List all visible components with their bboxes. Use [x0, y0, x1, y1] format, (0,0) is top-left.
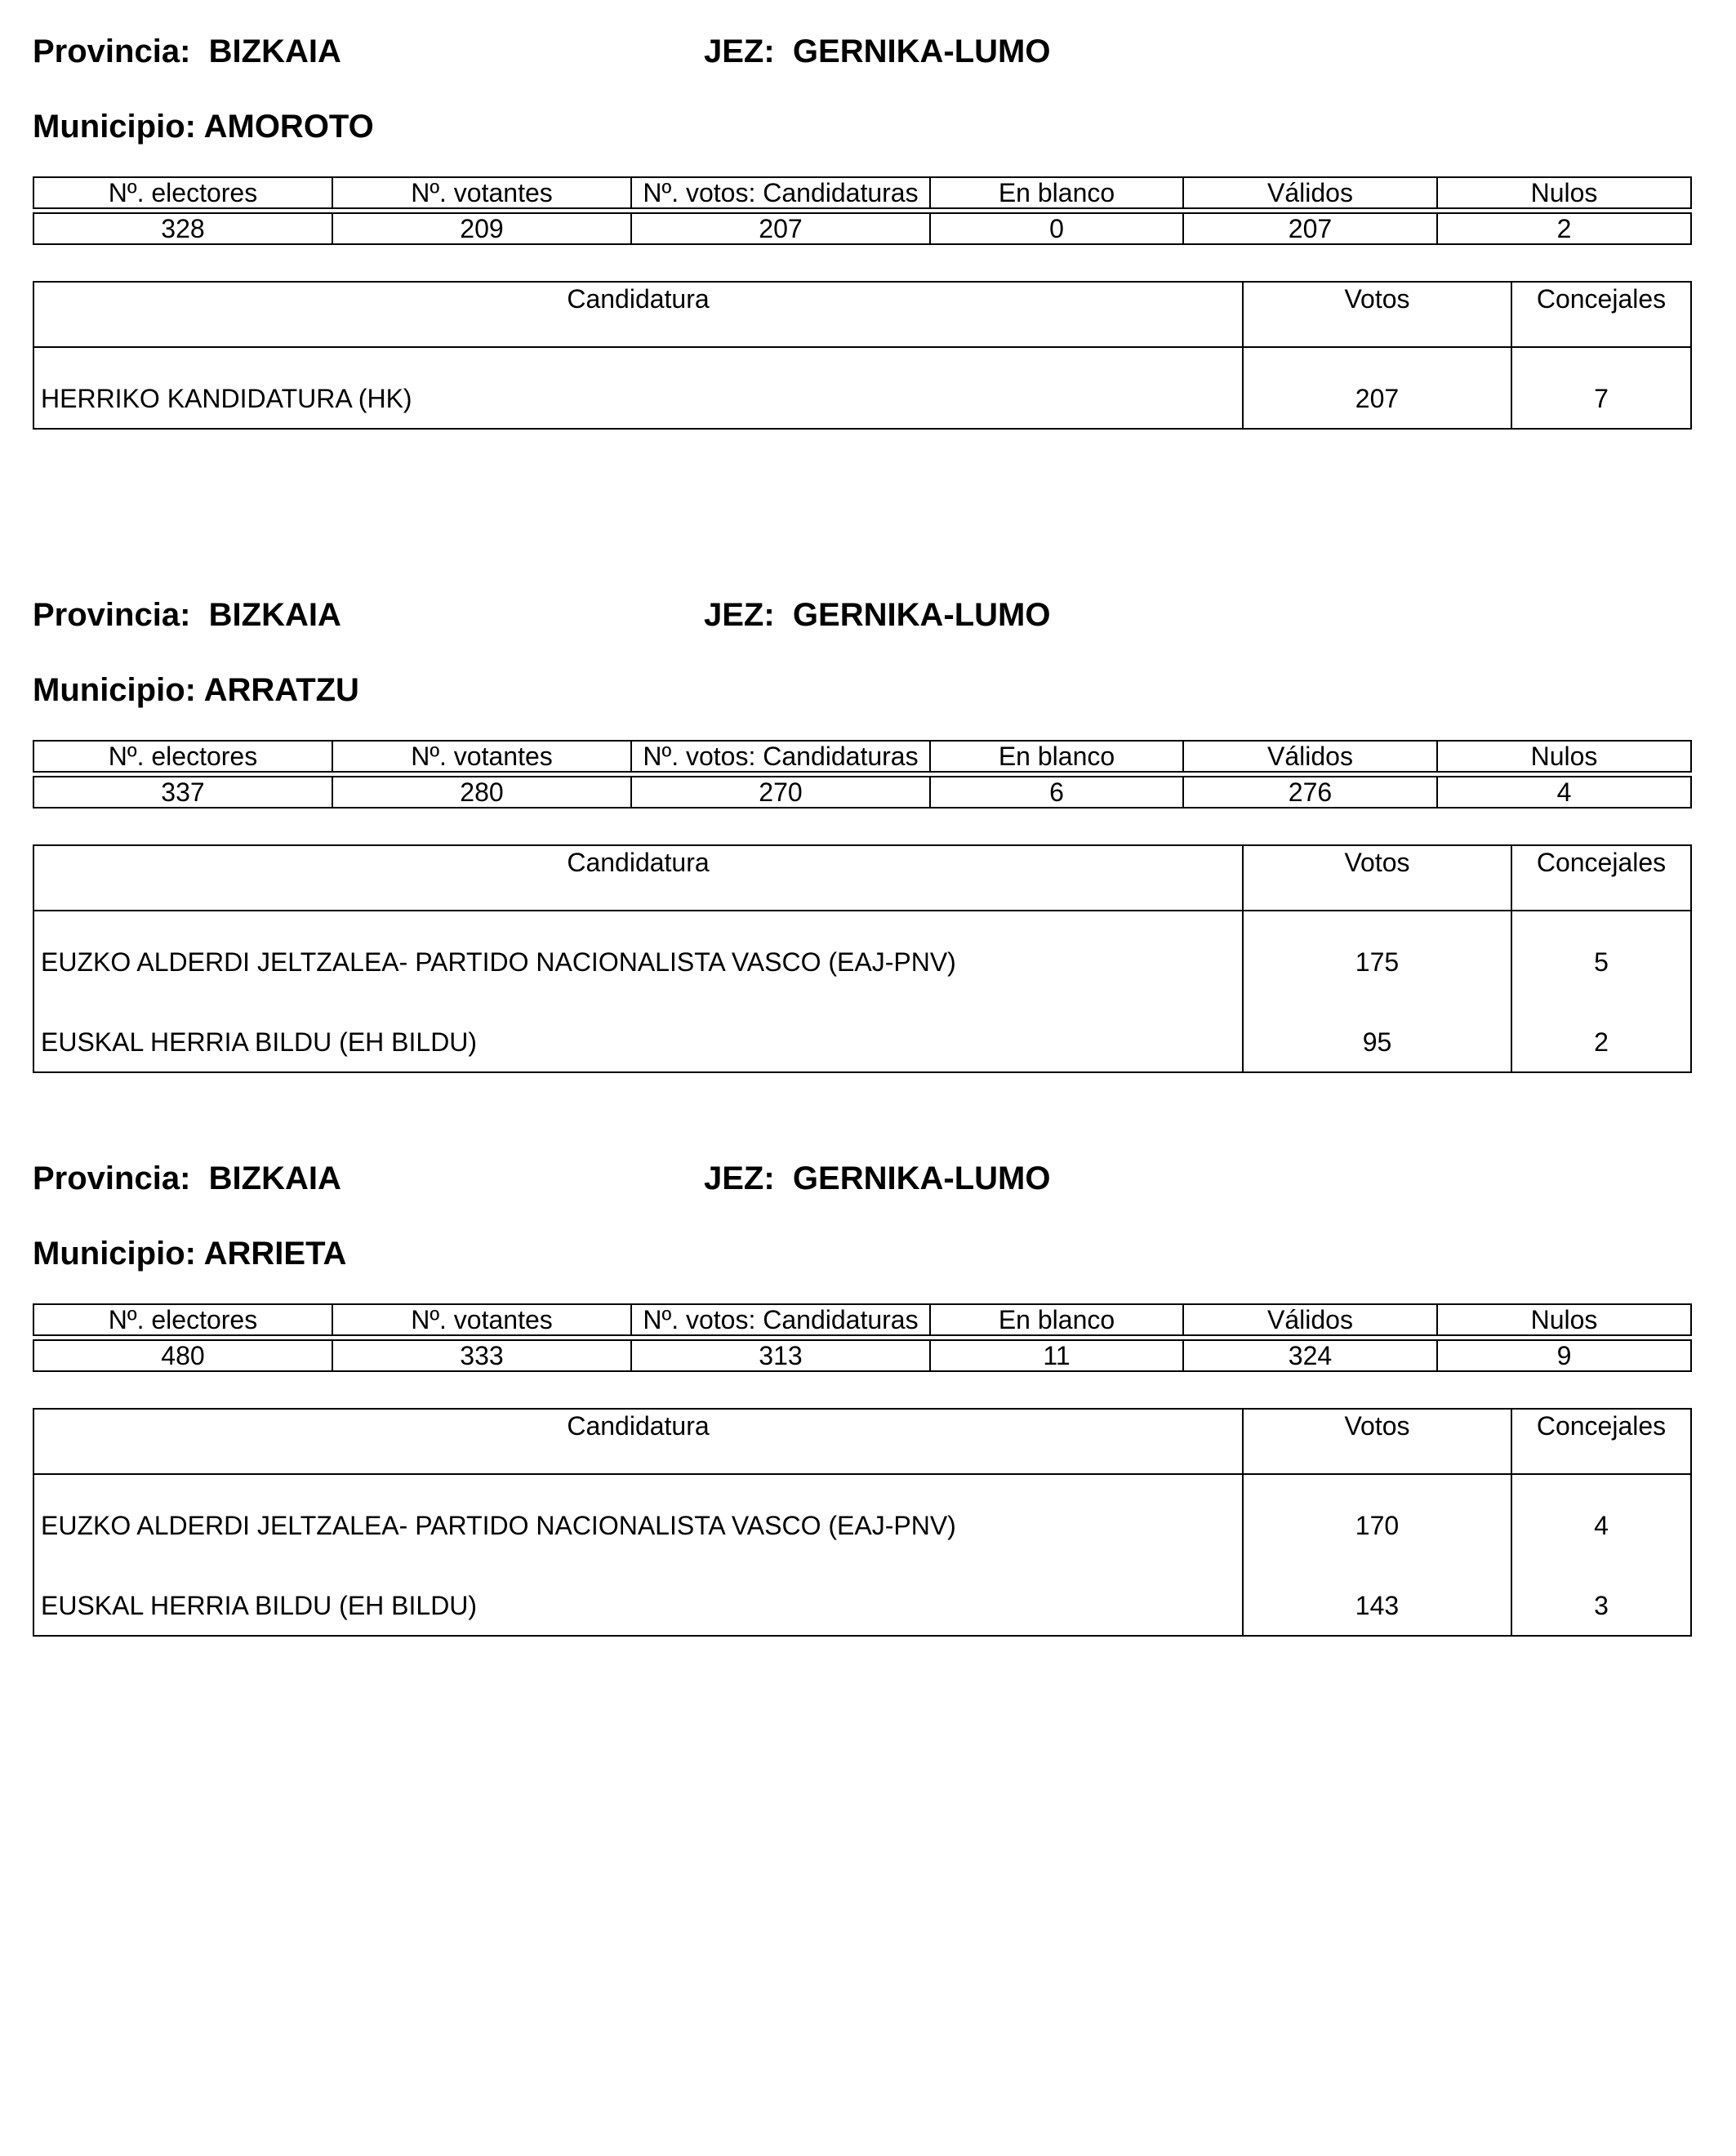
- header-votantes: Nº. votantes: [332, 1304, 631, 1335]
- jez-label: JEZ:: [704, 1160, 775, 1196]
- provincia-value: BIZKAIA: [208, 1160, 341, 1196]
- candidate-votos: 170: [1243, 1474, 1511, 1555]
- header-votos: Votos: [1243, 1409, 1511, 1474]
- value-votantes: 209: [332, 213, 631, 244]
- stats-header-row: [33, 741, 1691, 772]
- header-concejales: Concejales: [1511, 282, 1691, 347]
- stats-header-row: [33, 1304, 1691, 1335]
- header-concejales: Concejales: [1511, 845, 1691, 911]
- municipio-value: ARRATZU: [203, 672, 359, 708]
- header-votos-candidaturas: Nº. votos: Candidaturas: [631, 177, 930, 208]
- municipality-section-amoroto: [33, 0, 1690, 490]
- jez-value: GERNIKA-LUMO: [792, 33, 1051, 69]
- value-validos: 324: [1183, 1340, 1437, 1371]
- value-validos: 207: [1183, 213, 1437, 244]
- header-candidatura: Candidatura: [33, 845, 1243, 911]
- jez-value: GERNIKA-LUMO: [792, 597, 1051, 633]
- stats-table: [33, 1303, 1692, 1372]
- candidate-votos: 175: [1243, 911, 1511, 991]
- candidate-concejales: 2: [1511, 991, 1691, 1072]
- value-votos-candidaturas: 270: [631, 777, 930, 808]
- header-en-blanco: En blanco: [930, 741, 1183, 772]
- candidate-concejales: 4: [1511, 1474, 1691, 1555]
- candidate-name: EUSKAL HERRIA BILDU (EH BILDU): [33, 991, 1243, 1072]
- value-electores: 328: [33, 213, 332, 244]
- candidate-votos: 207: [1243, 347, 1511, 429]
- header-nulos: Nulos: [1437, 1304, 1691, 1335]
- value-electores: 337: [33, 777, 332, 808]
- provincia-heading: [33, 1160, 341, 1197]
- municipality-section-arratzu: [33, 564, 1690, 1057]
- header-votos: Votos: [1243, 282, 1511, 347]
- header-validos: Válidos: [1183, 177, 1437, 208]
- value-votantes: 280: [332, 777, 631, 808]
- candidate-name: EUSKAL HERRIA BILDU (EH BILDU): [33, 1555, 1243, 1636]
- header-nulos: Nulos: [1437, 177, 1691, 208]
- provincia-label: Provincia:: [33, 597, 191, 633]
- provincia-heading: [33, 596, 341, 634]
- candidate-concejales: 5: [1511, 911, 1691, 991]
- header-electores: Nº. electores: [33, 1304, 332, 1335]
- stats-header-row: [33, 177, 1691, 208]
- value-nulos: 9: [1437, 1340, 1691, 1371]
- jez-heading: [704, 596, 1050, 634]
- candidate-name: EUZKO ALDERDI JELTZALEA- PARTIDO NACIONALISTA VASCO (EAJ-PNV): [33, 911, 1243, 991]
- header-electores: Nº. electores: [33, 177, 332, 208]
- value-electores: 480: [33, 1340, 332, 1371]
- municipio-value: AMOROTO: [203, 109, 374, 145]
- value-votos-candidaturas: 313: [631, 1340, 930, 1371]
- value-en-blanco: 0: [930, 213, 1183, 244]
- value-nulos: 4: [1437, 777, 1691, 808]
- value-votos-candidaturas: 207: [631, 213, 930, 244]
- value-validos: 276: [1183, 777, 1437, 808]
- value-en-blanco: 11: [930, 1340, 1183, 1371]
- municipio-heading: [33, 1235, 346, 1272]
- stats-value-row: [33, 213, 1691, 244]
- jez-label: JEZ:: [704, 33, 775, 69]
- candidate-row: [33, 1555, 1691, 1636]
- candidates-header-row: [33, 1409, 1691, 1474]
- header-en-blanco: En blanco: [930, 177, 1183, 208]
- candidates-table: [33, 281, 1692, 430]
- candidates-table: [33, 844, 1692, 1073]
- header-votos-candidaturas: Nº. votos: Candidaturas: [631, 741, 930, 772]
- header-candidatura: Candidatura: [33, 1409, 1243, 1474]
- municipio-heading: [33, 108, 374, 145]
- candidates-header-row: [33, 282, 1691, 347]
- header-candidatura: Candidatura: [33, 282, 1243, 347]
- value-en-blanco: 6: [930, 777, 1183, 808]
- jez-label: JEZ:: [704, 597, 775, 633]
- header-votantes: Nº. votantes: [332, 177, 631, 208]
- candidate-name: EUZKO ALDERDI JELTZALEA- PARTIDO NACIONALISTA VASCO (EAJ-PNV): [33, 1474, 1243, 1555]
- header-votantes: Nº. votantes: [332, 741, 631, 772]
- stats-table: [33, 740, 1692, 808]
- municipio-label: Municipio:: [33, 672, 196, 708]
- jez-heading: [704, 33, 1050, 70]
- header-validos: Válidos: [1183, 741, 1437, 772]
- provincia-heading: [33, 33, 341, 70]
- provincia-value: BIZKAIA: [208, 33, 341, 69]
- stats-value-row: [33, 1340, 1691, 1371]
- provincia-label: Provincia:: [33, 33, 191, 69]
- provincia-label: Provincia:: [33, 1160, 191, 1196]
- candidate-row: [33, 1474, 1691, 1555]
- municipio-label: Municipio:: [33, 1236, 196, 1272]
- candidate-row: [33, 911, 1691, 991]
- value-nulos: 2: [1437, 213, 1691, 244]
- header-validos: Válidos: [1183, 1304, 1437, 1335]
- header-en-blanco: En blanco: [930, 1304, 1183, 1335]
- candidate-concejales: 3: [1511, 1555, 1691, 1636]
- provincia-value: BIZKAIA: [208, 597, 341, 633]
- header-nulos: Nulos: [1437, 741, 1691, 772]
- value-votantes: 333: [332, 1340, 631, 1371]
- candidates-table: [33, 1408, 1692, 1637]
- candidate-votos: 143: [1243, 1555, 1511, 1636]
- municipality-section-arrieta: [33, 1127, 1690, 1620]
- candidate-concejales: 7: [1511, 347, 1691, 429]
- candidate-row: [33, 991, 1691, 1072]
- jez-heading: [704, 1160, 1050, 1197]
- candidate-name: HERRIKO KANDIDATURA (HK): [33, 347, 1243, 429]
- municipio-heading: [33, 671, 359, 709]
- stats-table: [33, 176, 1692, 245]
- header-votos: Votos: [1243, 845, 1511, 911]
- candidates-header-row: [33, 845, 1691, 911]
- candidate-votos: 95: [1243, 991, 1511, 1072]
- municipio-value: ARRIETA: [203, 1236, 347, 1272]
- header-concejales: Concejales: [1511, 1409, 1691, 1474]
- header-electores: Nº. electores: [33, 741, 332, 772]
- candidate-row: [33, 347, 1691, 429]
- stats-value-row: [33, 777, 1691, 808]
- municipio-label: Municipio:: [33, 109, 196, 145]
- header-votos-candidaturas: Nº. votos: Candidaturas: [631, 1304, 930, 1335]
- jez-value: GERNIKA-LUMO: [792, 1160, 1051, 1196]
